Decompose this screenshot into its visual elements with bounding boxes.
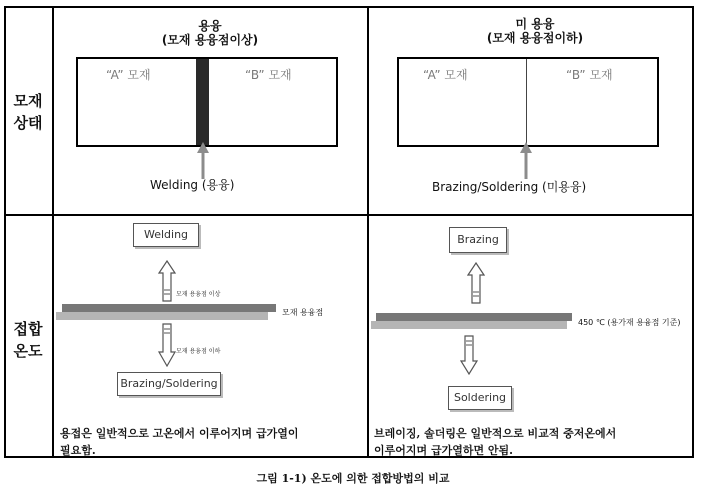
left-a-metal-label: “A” 모재 bbox=[106, 68, 151, 82]
row-divider bbox=[4, 214, 694, 216]
left-column-title: 용융 (모재 용융점이상) bbox=[161, 19, 259, 47]
melting-point-bar-dark bbox=[62, 304, 276, 312]
brazing-box: Brazing bbox=[449, 227, 507, 253]
right-column-title: 미 용융 (모재 용융점이하) bbox=[486, 17, 584, 45]
right-a-metal-label: “A” 모재 bbox=[423, 68, 468, 82]
soldering-box: Soldering bbox=[448, 386, 512, 410]
weld-bead bbox=[196, 59, 209, 145]
brazing-soldering-description: 브레이징, 솔더링은 일반적으로 비교적 중저온에서 이루어지며 급가열하면 안됨. bbox=[374, 427, 617, 457]
down-arrow-icon bbox=[157, 323, 177, 367]
filler-melting-bar-light bbox=[371, 321, 567, 329]
welding-box: Welding bbox=[133, 223, 199, 247]
melting-point-label: 모재 용융점 bbox=[282, 308, 324, 317]
filler-melting-label: 450 ℃ (용가재 용융점 기준) bbox=[578, 318, 681, 327]
above-melting-point-text: 모재 용융점 이상 bbox=[176, 291, 221, 298]
left-pointer-arrow bbox=[196, 140, 210, 180]
row-label-base-metal-state: 모재 상태 bbox=[13, 92, 43, 132]
right-pointer-arrow bbox=[519, 140, 533, 180]
row-label-joining-temperature: 접합 온도 bbox=[13, 320, 43, 360]
filler-melting-bar-dark bbox=[376, 313, 572, 321]
down-arrow-icon-right bbox=[460, 335, 478, 375]
left-b-metal-label: “B” 모재 bbox=[245, 68, 292, 82]
column-divider-middle bbox=[367, 6, 369, 458]
up-arrow-icon-right bbox=[467, 262, 485, 304]
below-melting-point-text: 모재 용융점 이하 bbox=[176, 348, 221, 355]
melting-point-bar-light bbox=[56, 312, 268, 320]
joint-line bbox=[526, 59, 527, 145]
welding-description: 용접은 일반적으로 고온에서 이루어지며 급가열이 필요함. bbox=[60, 427, 299, 457]
brazing-soldering-pointer-label: Brazing/Soldering (미용융) bbox=[432, 180, 587, 194]
right-b-metal-label: “B” 모재 bbox=[566, 68, 613, 82]
figure-caption: 그림 1-1) 온도에 의한 접합방법의 비교 bbox=[256, 472, 450, 485]
brazing-soldering-box: Brazing/Soldering bbox=[117, 372, 221, 396]
column-divider-label bbox=[52, 6, 54, 458]
up-arrow-icon bbox=[157, 260, 177, 302]
welding-pointer-label: Welding (용융) bbox=[150, 178, 235, 192]
